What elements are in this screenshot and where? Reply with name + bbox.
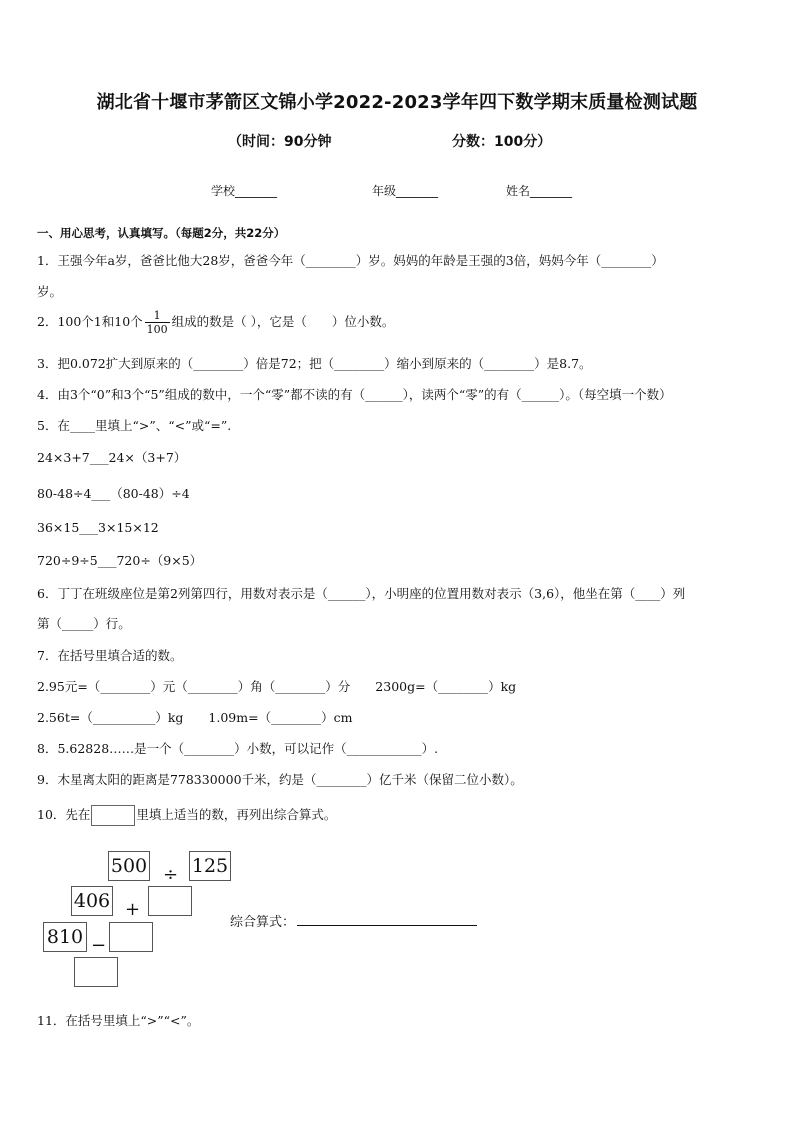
number-125-box: 125: [189, 851, 231, 881]
question-5: 5．在____里填上“>”、“<”或“=”.: [37, 418, 232, 433]
question-5-item-a: 24×3+7___24×（3+7）: [37, 450, 187, 465]
question-2: [37, 309, 394, 336]
question-6-line-1: 6．丁丁在班级座位是第2列第四行，用数对表示是（______），小明座的位置用数对表示（3,6），他坐在第（____）列: [37, 586, 686, 601]
question-5-item-c: 36×15___3×15×12: [37, 520, 159, 535]
divide-sign: ÷: [163, 864, 179, 885]
question-2-text-b: 组成的数是（ ），它是（ ）位小数。: [171, 314, 395, 329]
question-10: [37, 805, 336, 826]
blank-box-quotient[interactable]: [148, 886, 192, 916]
name-field[interactable]: 姓名_______: [506, 184, 573, 198]
blank-box-sum[interactable]: [109, 922, 153, 952]
question-10-text-b: 里填上适当的数，再列出综合算式。: [136, 807, 337, 822]
question-7-item-b: 2.56t=（__________）kg 1.09m=（________）cm: [37, 710, 353, 725]
summary-formula: [230, 911, 477, 930]
question-5-item-d: 720÷9÷5___720÷（9×5）: [37, 553, 203, 568]
blank-box-result[interactable]: [74, 957, 118, 987]
page-title: 湖北省十堰市茅箭区文锦小学2022-2023学年四下数学期末质量检测试题: [96, 92, 698, 113]
school-field[interactable]: 学校_______: [211, 184, 278, 198]
question-3: 3．把0.072扩大到原来的（________）倍是72；把（________）缩小到原来的（________）是8.7。: [37, 356, 592, 371]
number-810-box: 810: [43, 922, 87, 952]
question-1-line-1: 1．王强今年a岁，爸爸比他大28岁，爸爸今年（________）岁。妈妈的年龄是王强的3倍，妈妈今年（________）: [37, 253, 664, 268]
question-9: 9．木星离太阳的距离是778330000千米，约是（________）亿千米（保留二位小数）。: [37, 772, 523, 787]
question-10-text-a: 10．先在: [37, 807, 91, 822]
question-5-item-b: 80-48÷4___（80-48）÷4: [37, 486, 190, 501]
exam-time: （时间：90分钟: [228, 134, 332, 150]
minus-sign: −: [91, 935, 107, 956]
question-11: 11．在括号里填上“>”“<”。: [37, 1013, 200, 1028]
question-7-item-a: 2.95元=（________）元（________）角（________）分 2300g=（________）kg: [37, 679, 517, 694]
number-500-box: 500: [108, 851, 150, 881]
grade-field[interactable]: 年级_______: [372, 184, 439, 198]
fraction: [145, 309, 170, 336]
fraction-numerator: 1: [145, 309, 170, 323]
question-2-text-a: 2．100个1和10个: [37, 314, 143, 329]
question-6-line-2: 第（_____）行。: [37, 616, 131, 631]
number-406-box: 406: [71, 886, 113, 916]
fraction-denominator: 100: [146, 323, 168, 336]
question-8: 8．5.62828……是一个（________）小数，可以记作（____________）.: [37, 741, 439, 756]
summary-label: 综合算式：: [230, 915, 296, 930]
answer-box[interactable]: [91, 805, 135, 826]
question-1-line-2: 岁。: [37, 284, 63, 299]
question-7: 7．在括号里填合适的数。: [37, 648, 183, 663]
section-heading: 一、用心思考，认真填写。（每题2分，共22分）: [37, 226, 286, 240]
summary-answer-line[interactable]: [297, 913, 477, 926]
plus-sign: +: [125, 899, 141, 920]
exam-score: 分数：100分）: [452, 134, 552, 150]
question-4: 4．由3个“0”和3个“5”组成的数中，一个“零”都不读的有（______），读两个“零”的有（______）。（每空填一个数）: [37, 387, 672, 402]
